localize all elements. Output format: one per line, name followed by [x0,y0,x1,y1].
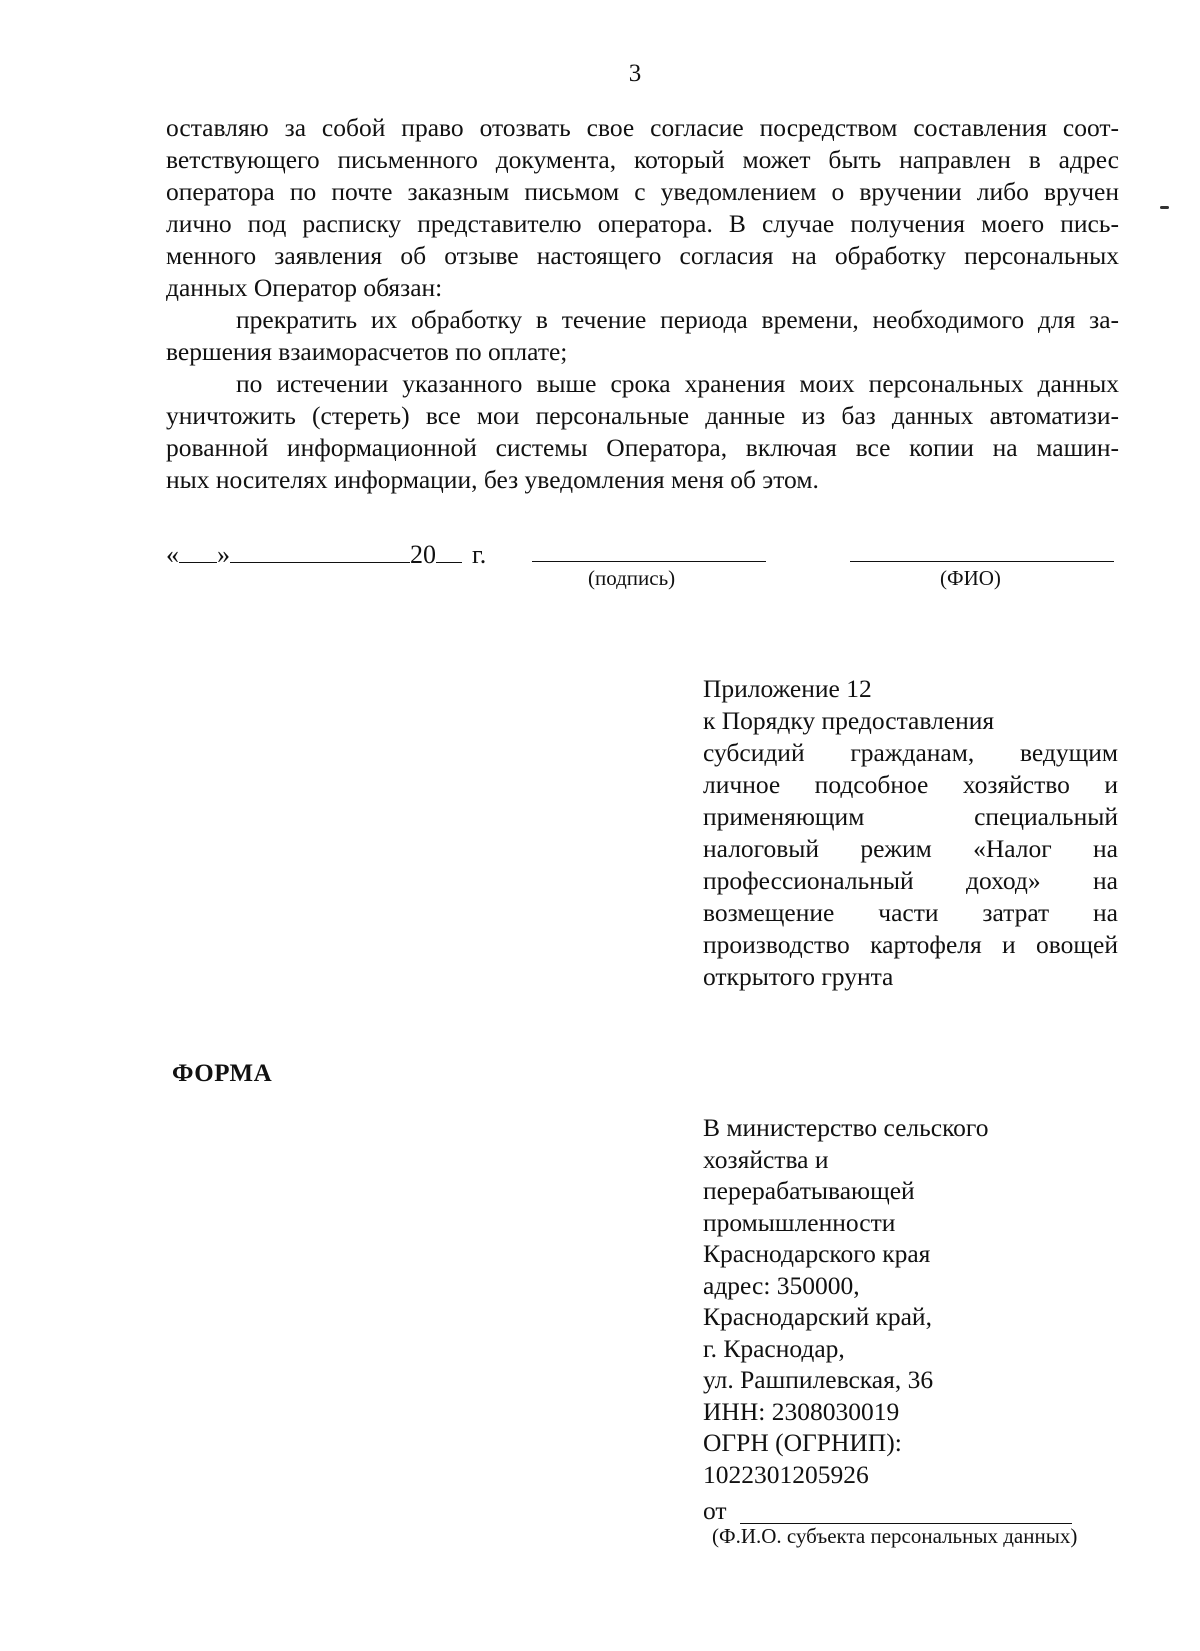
address-line: хозяйства и [703,1144,829,1174]
address-line: Краснодарский край, [703,1302,932,1331]
address-line: адрес: 350000, [703,1270,860,1300]
date-close-quote: » [217,540,230,569]
consent-withdrawal-text [166,112,1119,496]
address-line: 1022301205926 [703,1459,869,1489]
address-line: промышленности [703,1207,896,1237]
from-label: от [703,1496,727,1525]
address-line: г. Краснодар, [703,1333,845,1363]
signature-line[interactable] [532,561,766,562]
address-line: ОГРН (ОГРНИП): [703,1428,902,1457]
recipient-address [703,1112,988,1490]
body-line: уничтожить (стереть) все мои персональные данные из баз данных автоматизи- [166,401,1119,430]
body-line: оставляю за собой право отозвать свое согласие посредством составления соот- [166,113,1119,142]
signature-date [166,540,486,570]
annex-line: применяющим специальный [703,802,1118,831]
annex-line: Приложение 12 [703,674,872,703]
form-heading: ФОРМА [172,1060,273,1087]
annex-line: возмещение части затрат на [703,898,1118,927]
body-line: данных Оператор обязан: [166,273,443,302]
page-number: 3 [628,60,642,87]
address-line: перерабатывающей [703,1176,915,1205]
address-line: В министерство сельского [703,1113,989,1142]
body-line: прекратить их обработку в течение периода времени, необходимого для за- [236,305,1119,334]
address-line: ИНН: 2308030019 [703,1396,900,1426]
scan-mark [1160,206,1169,209]
annex-line: к Порядку предоставления [703,706,995,735]
address-line: Краснодарского края [703,1239,931,1268]
body-line: ных носителях информации, без уведомления меня об этом. [166,465,819,494]
body-line: рованной информационной системы Оператора, включая все копии на машин- [166,433,1119,462]
body-line: менного заявления об отзыве настоящего согласия на обработку персональных [166,241,1119,270]
month-blank[interactable] [230,540,410,563]
name-line[interactable] [850,561,1114,562]
from-caption: (Ф.И.О. субъекта персональных данных) [712,1524,1078,1548]
annex-line: профессиональный доход» на [703,866,1118,895]
year-prefix: 20 [410,540,436,569]
annex-line: личное подсобное хозяйство и [703,770,1118,799]
annex-reference [703,673,1118,993]
day-blank[interactable] [179,540,217,563]
annex-line: налоговый режим «Налог на [703,834,1118,863]
body-line: вершения взаиморасчетов по оплате; [166,337,568,366]
signature-caption: (подпись) [588,566,676,590]
body-line: ветствующего письменного документа, который может быть направлен в адрес [166,145,1119,174]
body-line: лично под расписку представителю оператора. В случае получения моего пись- [166,209,1119,238]
date-open-quote: « [166,540,179,569]
year-blank[interactable] [436,540,462,563]
name-caption: (ФИО) [940,566,1001,590]
annex-line: субсидий гражданам, ведущим [703,738,1118,767]
year-suffix: г. [472,540,487,569]
annex-line: открытого грунта [703,962,894,991]
body-line: по истечении указанного выше срока хранения моих персональных данных [236,369,1119,398]
annex-line: производство картофеля и овощей [703,930,1118,959]
address-line: ул. Рашпилевская, 36 [703,1365,934,1394]
body-line: оператора по почте заказным письмом с уведомлением о вручении либо вручен [166,177,1119,206]
